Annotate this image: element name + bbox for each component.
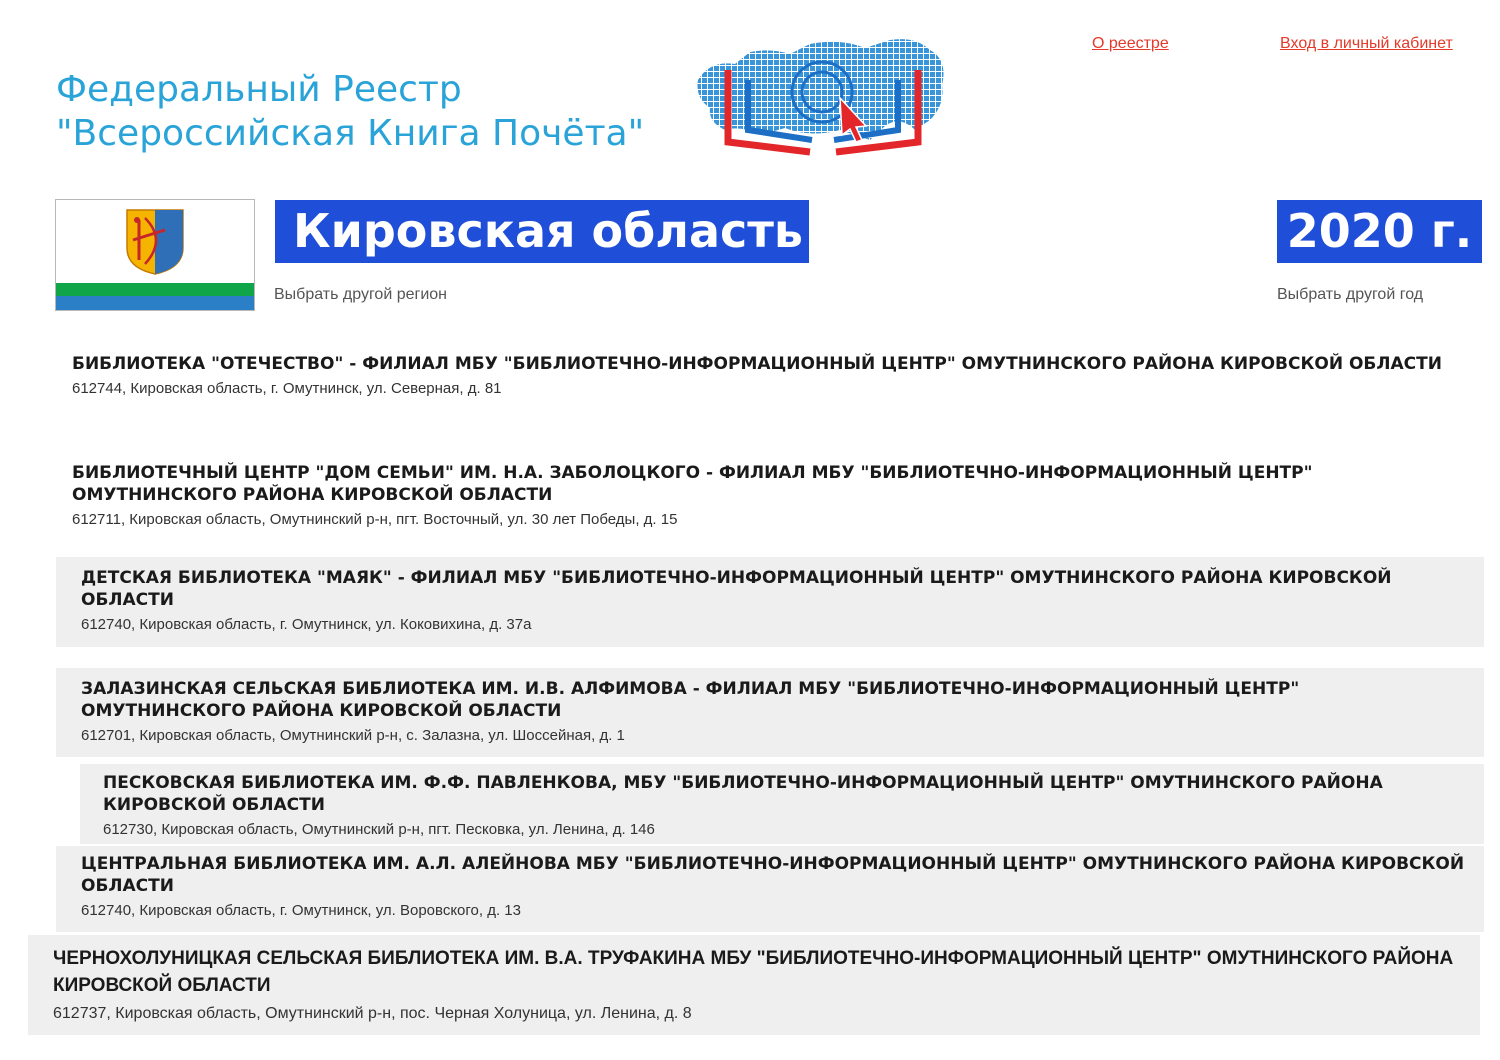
- library-name: ЧЕРНОХОЛУНИЦКАЯ СЕЛЬСКАЯ БИБЛИОТЕКА ИМ. В.А. ТРУФАКИНА МБУ "БИБЛИОТЕЧНО-ИНФОРМАЦИОННЫЙ ЦЕНТР" ОМУТНИНСКОГО РАЙОНА КИРОВСКОЙ ОБЛАСТИ: [53, 948, 1454, 996]
- library-name: ПЕСКОВСКАЯ БИБЛИОТЕКА ИМ. Ф.Ф. ПАВЛЕНКОВА, МБУ "БИБЛИОТЕЧНО-ИНФОРМАЦИОННЫЙ ЦЕНТР" ОМУТНИНСКОГО РАЙОНА КИРОВСКОЙ ОБЛАСТИ: [103, 773, 1383, 815]
- site-title-line-1: Федеральный Реестр: [56, 69, 462, 110]
- site-title-line-2: "Всероссийская Книга Почёта": [56, 113, 645, 154]
- library-name: БИБЛИОТЕЧНЫЙ ЦЕНТР "ДОМ СЕМЬИ" ИМ. Н.А. ЗАБОЛОЦКОГО - ФИЛИАЛ МБУ "БИБЛИОТЕЧНО-ИНФОРМАЦИОННЫЙ ЦЕНТР" ОМУТНИНСКОГО РАЙОНА КИРОВСКОЙ ОБЛАСТИ: [72, 463, 1313, 505]
- flag-blue-stripe: [56, 296, 254, 311]
- library-item[interactable]: [56, 846, 1484, 932]
- region-name-badge[interactable]: Кировская область: [275, 200, 809, 263]
- library-address: 612711, Кировская область, Омутнинский р-н, пгт. Восточный, ул. 30 лет Победы, д. 15: [72, 511, 678, 528]
- year-badge[interactable]: 2020 г.: [1277, 200, 1482, 263]
- library-address: 612740, Кировская область, г. Омутнинск, ул. Коковихина, д. 37а: [81, 616, 532, 633]
- library-item[interactable]: [56, 459, 1484, 539]
- library-item[interactable]: [56, 668, 1484, 757]
- site-title[interactable]: [56, 68, 644, 156]
- library-address: 612737, Кировская область, Омутнинский р-н, пос. Черная Холуница, ул. Ленина, д. 8: [53, 1005, 692, 1022]
- kirov-region-flag-icon: [55, 199, 255, 311]
- library-address: 612744, Кировская область, г. Омутнинск, ул. Северная, д. 81: [72, 380, 502, 397]
- change-year-link[interactable]: Выбрать другой год: [1277, 286, 1424, 303]
- registry-book-logo-icon[interactable]: [690, 30, 952, 160]
- library-address: 612701, Кировская область, Омутнинский р-н, с. Залазна, ул. Шоссейная, д. 1: [81, 727, 625, 744]
- change-region-link[interactable]: Выбрать другой регион: [274, 286, 448, 303]
- library-item[interactable]: [56, 350, 1484, 430]
- login-link[interactable]: Вход в личный кабинет: [1280, 35, 1453, 52]
- library-name: ЦЕНТРАЛЬНАЯ БИБЛИОТЕКА ИМ. А.Л. АЛЕЙНОВА МБУ "БИБЛИОТЕЧНО-ИНФОРМАЦИОННЫЙ ЦЕНТР" ОМУТНИНСКОГО РАЙОНА КИРОВСКОЙ ОБЛАСТИ: [81, 854, 1465, 896]
- library-name: ДЕТСКАЯ БИБЛИОТЕКА "МАЯК" - ФИЛИАЛ МБУ "БИБЛИОТЕЧНО-ИНФОРМАЦИОННЫЙ ЦЕНТР" ОМУТНИНСКОГО РАЙОНА КИРОВСКОЙ ОБЛАСТИ: [81, 568, 1392, 610]
- library-item[interactable]: [28, 935, 1480, 1035]
- coat-of-arms-icon: [125, 208, 185, 276]
- library-item[interactable]: [80, 764, 1484, 844]
- library-name: ЗАЛАЗИНСКАЯ СЕЛЬСКАЯ БИБЛИОТЕКА ИМ. И.В. АЛФИМОВА - ФИЛИАЛ МБУ "БИБЛИОТЕЧНО-ИНФОРМАЦИОННЫЙ ЦЕНТР" ОМУТНИНСКОГО РАЙОНА КИРОВСКОЙ ОБЛАСТИ: [81, 679, 1300, 721]
- flag-green-stripe: [56, 283, 254, 296]
- library-item[interactable]: [56, 557, 1484, 647]
- library-name: БИБЛИОТЕКА "ОТЕЧЕСТВО" - ФИЛИАЛ МБУ "БИБЛИОТЕЧНО-ИНФОРМАЦИОННЫЙ ЦЕНТР" ОМУТНИНСКОГО РАЙОНА КИРОВСКОЙ ОБЛАСТИ: [72, 354, 1442, 374]
- about-registry-link[interactable]: О реестре: [1092, 35, 1169, 52]
- library-address: 612730, Кировская область, Омутнинский р-н, пгт. Песковка, ул. Ленина, д. 146: [103, 821, 655, 838]
- library-address: 612740, Кировская область, г. Омутнинск, ул. Воровского, д. 13: [81, 902, 521, 919]
